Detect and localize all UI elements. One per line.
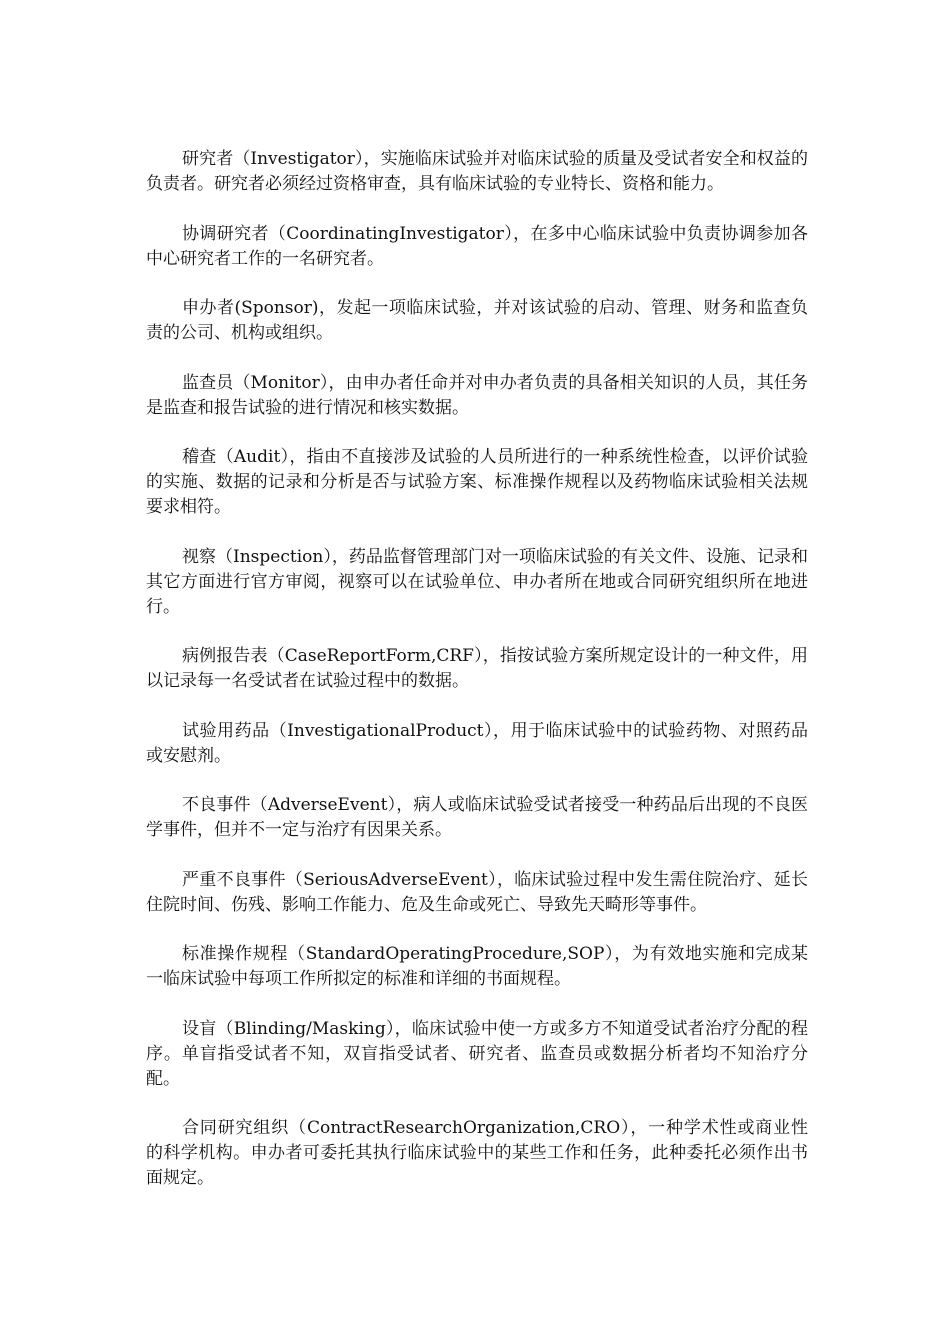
paragraph-cro: 合同研究组织（ContractResearchOrganization,CRO），一种学术性或商业性的科学机构。申办者可委托其执行临床试验中的某些工作和任务，此种委托必须作出书面规定。 (146, 1118, 808, 1188)
paragraph-audit: 稽查（Audit），指由不直接涉及试验的人员所进行的一种系统性检查，以评价试验的实施、数据的记录和分析是否与试验方案、标准操作规程以及药物临床试验相关法规要求相符。 (146, 447, 808, 517)
paragraph-serious-adverse-event: 严重不良事件（SeriousAdverseEvent），临床试验过程中发生需住院治疗、延长住院时间、伤残、影响工作能力、危及生命或死亡、导致先天畸形等事件。 (146, 869, 808, 915)
paragraph-blinding: 设盲（Blinding/Masking），临床试验中使一方或多方不知道受试者治疗分配的程序。单盲指受试者不知，双盲指受试者、研究者、监查员或数据分析者均不知治疗分配。 (146, 1018, 808, 1089)
paragraph-sponsor: 申办者(Sponsor)，发起一项临床试验，并对该试验的启动、管理、财务和监查负责的公司、机构或组织。 (146, 298, 808, 343)
document-body (146, 147, 808, 1216)
paragraph-adverse-event: 不良事件（AdverseEvent），病人或临床试验受试者接受一种药品后出现的不良医学事件，但并不一定与治疗有因果关系。 (146, 795, 808, 840)
paragraph-coordinating-investigator: 协调研究者（CoordinatingInvestigator），在多中心临床试验中负责协调参加各中心研究者工作的一名研究者。 (146, 223, 808, 269)
paragraph-inspection: 视察（Inspection），药品监督管理部门对一项临床试验的有关文件、设施、记录和其它方面进行官方审阅，视察可以在试验单位、申办者所在地或合同研究组织所在地进行。 (146, 546, 808, 617)
paragraph-investigator: 研究者（Investigator），实施临床试验并对临床试验的质量及受试者安全和权益的负责者。研究者必须经过资格审查，具有临床试验的专业特长、资格和能力。 (146, 149, 808, 194)
paragraph-monitor: 监查员（Monitor），由申办者任命并对申办者负责的具备相关知识的人员，其任务是监查和报告试验的进行情况和核实数据。 (146, 372, 808, 418)
paragraph-investigational-product: 试验用药品（InvestigationalProduct），用于临床试验中的试验药物、对照药品或安慰剂。 (146, 720, 808, 766)
paragraph-sop: 标准操作规程（StandardOperatingProcedure,SOP），为有效地实施和完成某一临床试验中每项工作所拟定的标准和详细的书面规程。 (146, 944, 808, 989)
paragraph-case-report-form: 病例报告表（CaseReportForm,CRF），指按试验方案所规定设计的一种文件，用以记录每一名受试者在试验过程中的数据。 (146, 646, 808, 691)
